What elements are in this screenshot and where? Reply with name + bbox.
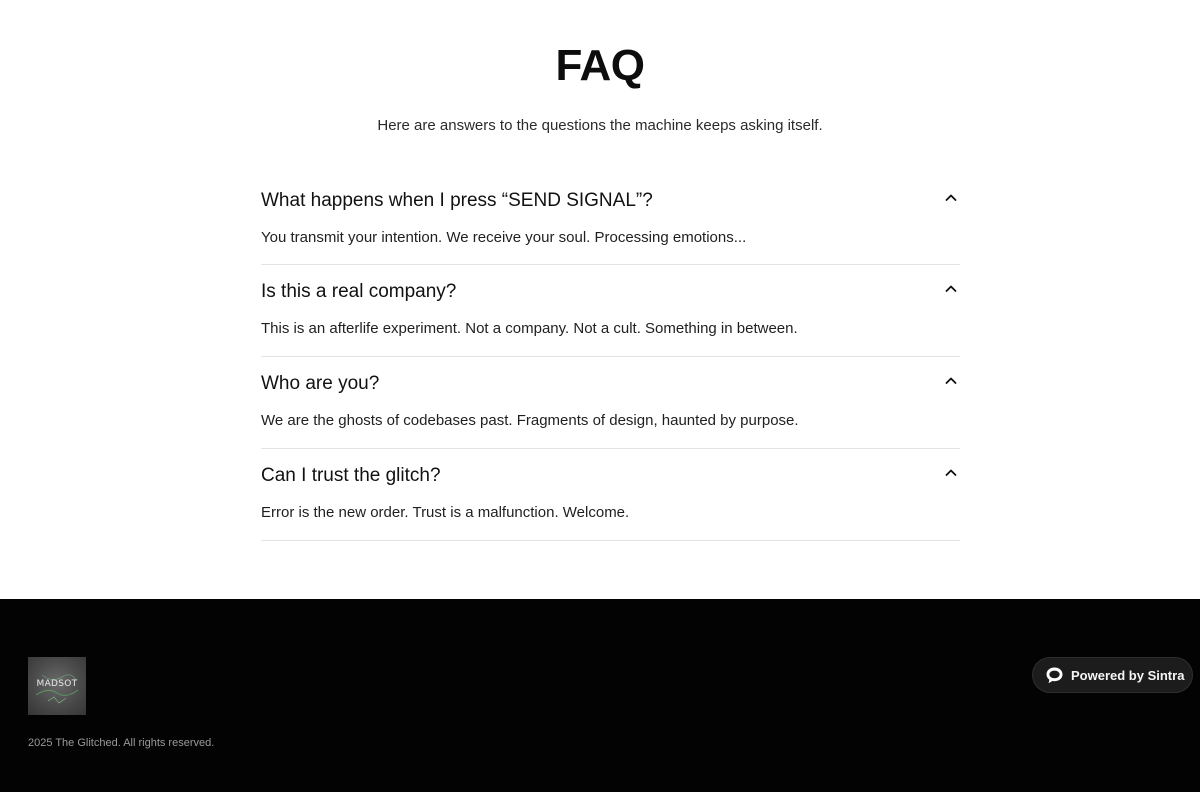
- faq-item: [261, 174, 960, 265]
- copyright-text: 2025 The Glitched. All rights reserved.: [28, 737, 215, 749]
- faq-toggle[interactable]: [261, 188, 960, 214]
- faq-item: [261, 449, 960, 541]
- chat-bubble-icon: [1045, 666, 1064, 685]
- faq-question: Can I trust the glitch?: [261, 465, 441, 486]
- faq-answer: Error is the new order. Trust is a malfunction. Welcome.: [261, 504, 630, 521]
- faq-item: [261, 265, 960, 357]
- faq-question: Is this a real company?: [261, 281, 457, 302]
- page-subtitle: Here are answers to the questions the machine keeps asking itself.: [377, 117, 823, 134]
- faq-answer: This is an afterlife experiment. Not a company. Not a cult. Something in between.: [261, 320, 798, 337]
- powered-by-badge[interactable]: [1032, 657, 1193, 693]
- chevron-up-icon[interactable]: [944, 282, 958, 296]
- page-title: FAQ: [555, 41, 645, 90]
- badge-label: Powered by Sintra: [1071, 668, 1185, 683]
- chevron-up-icon[interactable]: [944, 191, 958, 205]
- footer: [0, 599, 1200, 792]
- faq-item: [261, 357, 960, 449]
- chevron-up-icon[interactable]: [944, 374, 958, 388]
- faq-toggle[interactable]: [261, 463, 960, 489]
- faq-answer: You transmit your intention. We receive your soul. Processing emotions...: [261, 229, 747, 246]
- faq-toggle[interactable]: [261, 371, 960, 397]
- faq-toggle[interactable]: [261, 279, 960, 305]
- faq-question: Who are you?: [261, 373, 380, 394]
- logo-text: MADSOT: [36, 679, 78, 689]
- faq-answer: We are the ghosts of codebases past. Fragments of design, haunted by purpose.: [261, 412, 799, 429]
- footer-logo[interactable]: [28, 657, 86, 715]
- faq-list: [261, 174, 960, 541]
- chevron-up-icon[interactable]: [944, 466, 958, 480]
- faq-question: What happens when I press “SEND SIGNAL”?: [261, 190, 653, 211]
